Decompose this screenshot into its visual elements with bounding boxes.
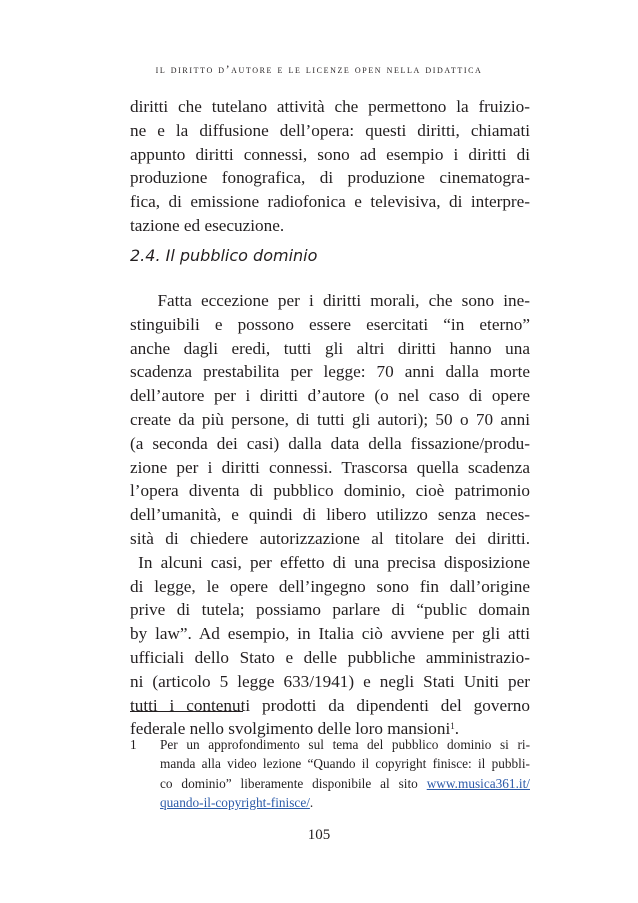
text-line: dell’autore per i diritti d’autore (o nel caso di opere [130, 386, 530, 406]
footnote-link[interactable]: www.musica361.it/ [426, 775, 530, 791]
text-line: ufficiali dello Stato e delle pubbliche amministrazio- [130, 647, 530, 667]
text-line: dell’umanità, e quindi di libero utilizzo senza neces- [130, 505, 530, 525]
footnote-line [160, 793, 530, 812]
page-number: 105 [307, 827, 331, 843]
footnote-line [160, 774, 530, 793]
text-line: scadenza prestabilita per legge: 70 anni dalla morte [130, 362, 530, 382]
footnote-line: Per un approfondimento sul tema del pubblico dominio si ri- [160, 737, 530, 752]
text-line: l’opera diventa di pubblico dominio, cioè patrimonio [130, 481, 530, 501]
text-line: appunto diritti connessi, sono ad esempio i diritti di [130, 144, 530, 164]
text-line: anche dagli eredi, tutti gli altri diritti hanno una [130, 338, 530, 358]
text-line: Fatta eccezione per i diritti morali, che sono ine- [130, 291, 530, 310]
text-line: sità di chiedere autorizzazione al titolare dei diritti. [130, 528, 530, 548]
text-line: tutti i contenuti prodotti da dipendenti del governo [130, 695, 530, 715]
last-line-text: federale nello svolgimento delle loro mansioni [130, 719, 451, 739]
footnote-divider [130, 711, 243, 712]
text-line: diritti che tutelano attività che permettono la fruizio- [130, 97, 530, 116]
text-line: In alcuni casi, per effetto di una precisa disposizione [130, 552, 530, 572]
text-line: tazione ed esecuzione. [130, 215, 285, 235]
text-line: stinguibili e possono essere esercitati “in eterno” [130, 314, 530, 334]
text-line: zione per i diritti connessi. Trascorsa quella scadenza [130, 457, 530, 477]
intro-paragraph [130, 95, 530, 238]
text-line: create da più persone, di tutti gli autori); 50 o 70 anni [130, 409, 530, 429]
footnote-end-punct: . [309, 795, 314, 811]
text-line-last: federale nello svolgimento delle loro mansioni$^1$. [130, 719, 460, 739]
footnote-line: manda alla video lezione “Quando il copyright finisce: il pubbli- [160, 756, 530, 772]
text-line: produzione fonografica, di produzione cinematogra- [130, 168, 530, 188]
section-heading: 2.4. Il pubblico dominio [130, 246, 318, 265]
footnote-text [160, 735, 530, 813]
footnote-link-continued[interactable]: quando-il-copyright-finisce/ [160, 795, 310, 811]
text-line: ne e la diffusione dell’opera: questi diritti, chiamati [130, 120, 530, 140]
text-line: ni (articolo 5 legge 633/1941) e negli Stati Uniti per [130, 671, 530, 691]
text-line: by law”. Ad esempio, in Italia ciò avviene per gli atti [130, 624, 530, 644]
footnote-number: 1 [130, 737, 137, 752]
text-line: di legge, le opere dell’ingegno sono fin dall’origine [130, 576, 530, 596]
text-line: fica, di emissione radiofonica e televisiva, di interpre- [130, 192, 530, 212]
footnote-reference[interactable]: 1 [450, 721, 455, 732]
footnote-line-text: co dominio” liberamente disponibile al sito [160, 775, 427, 791]
running-head: il diritto d’autore e le licenze open nella didattica [155, 64, 483, 76]
text-line: prive di tutela; possiamo parlare di “public domain [130, 600, 530, 620]
text-line: (a seconda dei casi) dalla data della fissazione/produ- [130, 433, 530, 453]
main-paragraph [130, 289, 530, 741]
